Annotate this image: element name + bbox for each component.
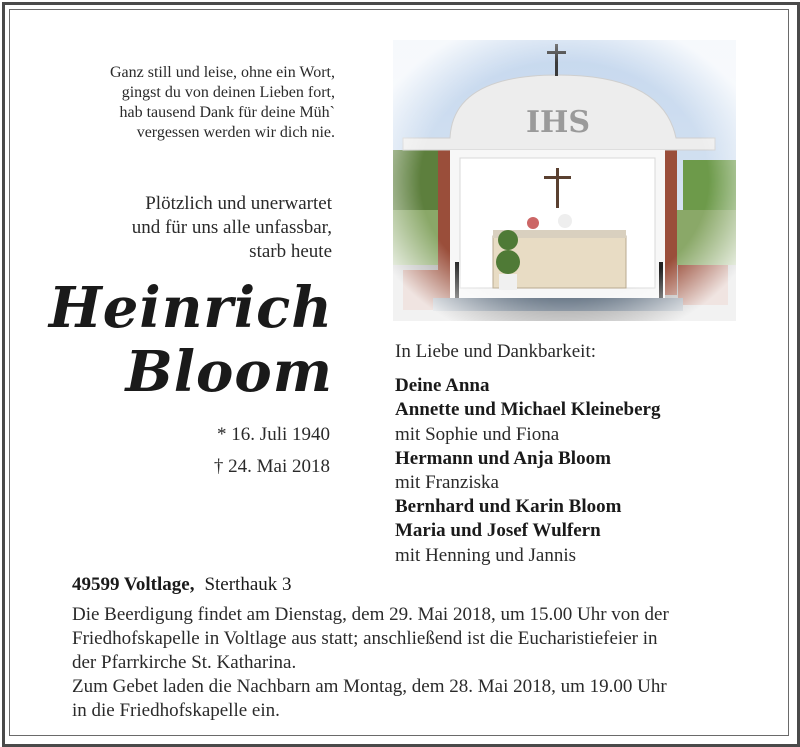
family-line: mit Franziska — [395, 472, 499, 494]
family-line: mit Henning und Jannis — [395, 544, 577, 566]
intro-line: und für uns alle unfassbar, — [131, 217, 332, 238]
address-street: Sterthauk 3 — [204, 574, 292, 595]
notice-line: Friedhofskapelle in Voltlage aus statt; anschließend ist die Eucharistiefeier in — [72, 628, 658, 649]
family-line: Annette und Michael Kleineberg — [395, 399, 661, 421]
death-announcement-intro — [132, 192, 332, 264]
family-signatures — [395, 340, 660, 568]
poem-line: gingst du von deinen Lieben fort, — [121, 84, 335, 101]
memorial-poem — [110, 63, 335, 143]
family-line: Deine Anna — [395, 375, 490, 397]
notice-line: in die Friedhofskapelle ein. — [72, 700, 280, 721]
poem-line: Ganz still und leise, ohne ein Wort, — [109, 64, 335, 81]
prayer-notice — [72, 675, 732, 723]
family-heading: In Liebe und Dankbarkeit: — [395, 341, 597, 362]
funeral-notice — [72, 603, 732, 675]
family-line: Maria und Josef Wulfern — [395, 520, 601, 542]
deceased-first-name: Heinrich — [48, 275, 333, 341]
notice-line: Die Beerdigung findet am Dienstag, dem 29. Mai 2018, um 15.00 Uhr von der — [72, 604, 669, 625]
intro-line: Plötzlich und unerwartet — [145, 193, 332, 214]
family-line: Hermann und Anja Bloom — [395, 447, 611, 469]
poem-line: hab tausend Dank für deine Müh` — [119, 104, 335, 121]
family-address — [72, 573, 292, 597]
deceased-last-name: Bloom — [125, 339, 333, 405]
family-line: Bernhard und Karin Bloom — [395, 496, 622, 518]
notice-line: Zum Gebet laden die Nachbarn am Montag, dem 28. Mai 2018, um 19.00 Uhr — [72, 676, 667, 697]
birth-date: * 16. Juli 1940 — [217, 424, 330, 445]
death-date: † 24. Mai 2018 — [213, 456, 330, 477]
intro-line: starb heute — [249, 241, 332, 262]
poem-line: vergessen werden wir dich nie. — [136, 124, 335, 141]
chapel-photo — [393, 40, 736, 321]
family-line: mit Sophie und Fiona — [395, 423, 560, 445]
notice-line: der Pfarrkirche St. Katharina. — [72, 652, 297, 673]
address-city: 49599 Voltlage, — [72, 574, 195, 595]
